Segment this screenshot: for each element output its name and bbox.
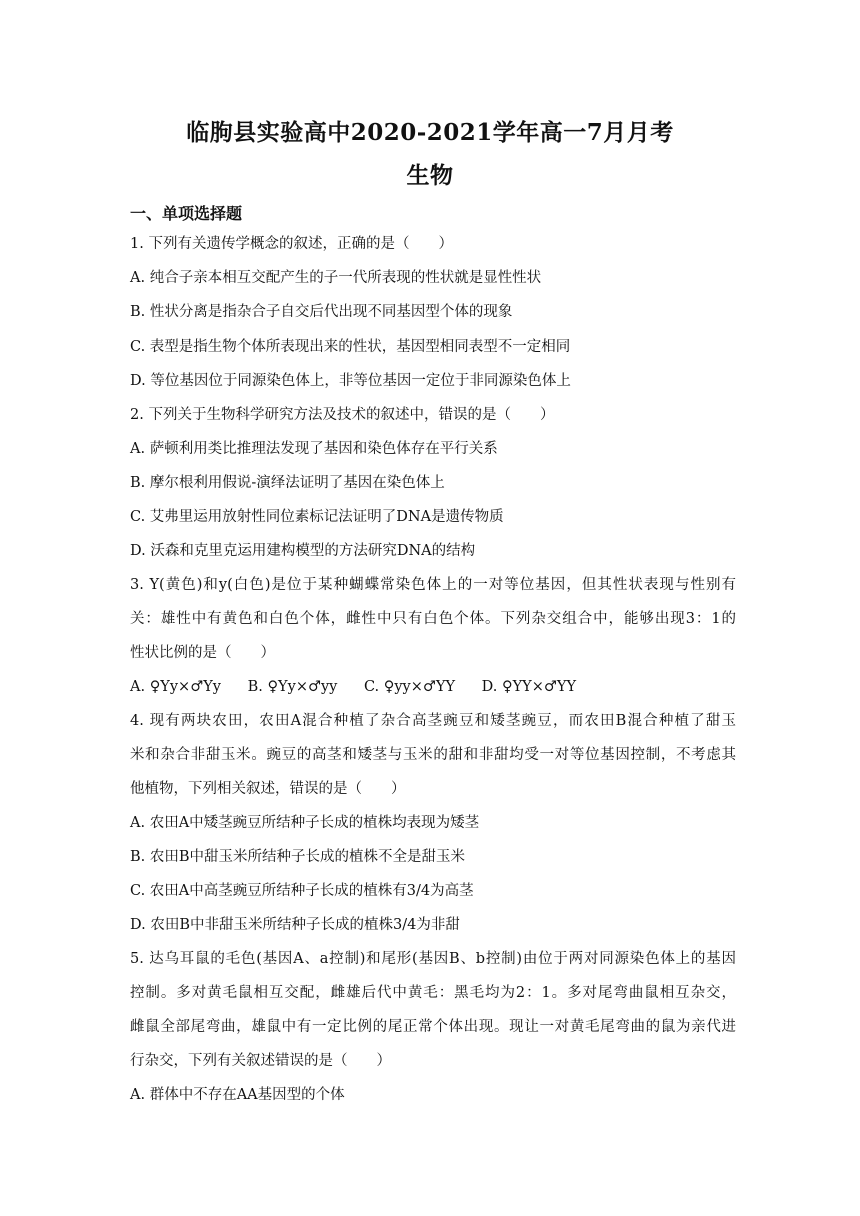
question-2-option-d: D. 沃森和克里克运用建构模型的方法研究DNA的结构 — [130, 543, 476, 559]
question-2-option-b: B. 摩尔根利用假说-演绎法证明了基因在染色体上 — [130, 475, 445, 491]
question-4-stem-line-1: 4. 现有两块农田，农田A混合种植了杂合高茎豌豆和矮茎豌豆，而农田B混合种植了甜玉 — [130, 713, 736, 729]
question-4-option-d: D. 农田B中非甜玉米所结种子长成的植株3/4为非甜 — [130, 917, 460, 933]
question-5-stem-line-3: 雌鼠全部尾弯曲，雄鼠中有一定比例的尾正常个体出现。现让一对黄毛尾弯曲的鼠为亲代进 — [130, 1019, 736, 1035]
question-3-options — [130, 677, 736, 697]
question-2-stem: 2. 下列关于生物科学研究方法及技术的叙述中，错误的是（ ） — [130, 407, 555, 423]
question-5-stem-line-4: 行杂交，下列有关叙述错误的是（ ） — [130, 1053, 391, 1069]
question-4-option-a: A. 农田A中矮茎豌豆所结种子长成的植株均表现为矮茎 — [130, 815, 480, 831]
question-3-option-a: A. ♀Yy×♂Yy — [130, 679, 221, 695]
question-1-option-b: B. 性状分离是指杂合子自交后代出现不同基因型个体的现象 — [130, 304, 513, 320]
question-5-option-a: A. 群体中不存在AA基因型的个体 — [130, 1087, 345, 1103]
question-4-option-c: C. 农田A中高茎豌豆所结种子长成的植株有3/4为高茎 — [130, 883, 474, 899]
question-5-stem-line-1: 5. 达乌耳鼠的毛色(基因A、a控制)和尾形(基因B、b控制)由位于两对同源染色体上的基因 — [130, 951, 736, 967]
question-3-option-d: D. ♀YY×♂YY — [481, 679, 577, 695]
question-3-stem-line-3: 性状比例的是（ ） — [130, 645, 275, 661]
question-3-stem-line-2: 关：雄性中有黄色和白色个体，雌性中只有白色个体。下列杂交组合中，能够出现3：1的 — [130, 611, 736, 627]
question-1-option-c: C. 表型是指生物个体所表现出来的性状，基因型相同表型不一定相同 — [130, 339, 571, 355]
question-3-option-c: C. ♀yy×♂YY — [363, 679, 456, 695]
question-4-stem-line-2: 米和杂合非甜玉米。豌豆的高茎和矮茎与玉米的甜和非甜均受一对等位基因控制，不考虑其 — [130, 747, 736, 763]
question-4-stem-line-3: 他植物，下列相关叙述，错误的是（ ） — [130, 781, 406, 797]
question-3-option-b: B. ♀Yy×♂yy — [247, 679, 338, 695]
question-1-option-d: D. 等位基因位于同源染色体上，非等位基因一定位于非同源染色体上 — [130, 373, 571, 389]
subject-title: 生物 — [406, 162, 454, 189]
exam-title: 临朐县实验高中2020-2021学年高一7月月考 — [186, 119, 674, 146]
question-3-stem-line-1: 3. Y(黄色)和y(白色)是位于某种蝴蝶常染色体上的一对等位基因，但其性状表现与性别有 — [130, 577, 736, 593]
question-4-option-b: B. 农田B中甜玉米所结种子长成的植株不全是甜玉米 — [130, 849, 466, 865]
question-5-stem-line-2: 控制。多对黄毛鼠相互交配，雌雄后代中黄毛：黑毛均为2：1。多对尾弯曲鼠相互杂交， — [130, 985, 736, 1001]
question-2-option-c: C. 艾弗里运用放射性同位素标记法证明了DNA是遗传物质 — [130, 509, 504, 525]
question-1-option-a: A. 纯合子亲本相互交配产生的子一代所表现的性状就是显性性状 — [130, 270, 542, 286]
section-heading: 一、单项选择题 — [130, 204, 243, 223]
question-2-option-a: A. 萨顿利用类比推理法发现了基因和染色体存在平行关系 — [130, 441, 498, 457]
question-1-stem: 1. 下列有关遗传学概念的叙述，正确的是（ ） — [130, 236, 453, 252]
